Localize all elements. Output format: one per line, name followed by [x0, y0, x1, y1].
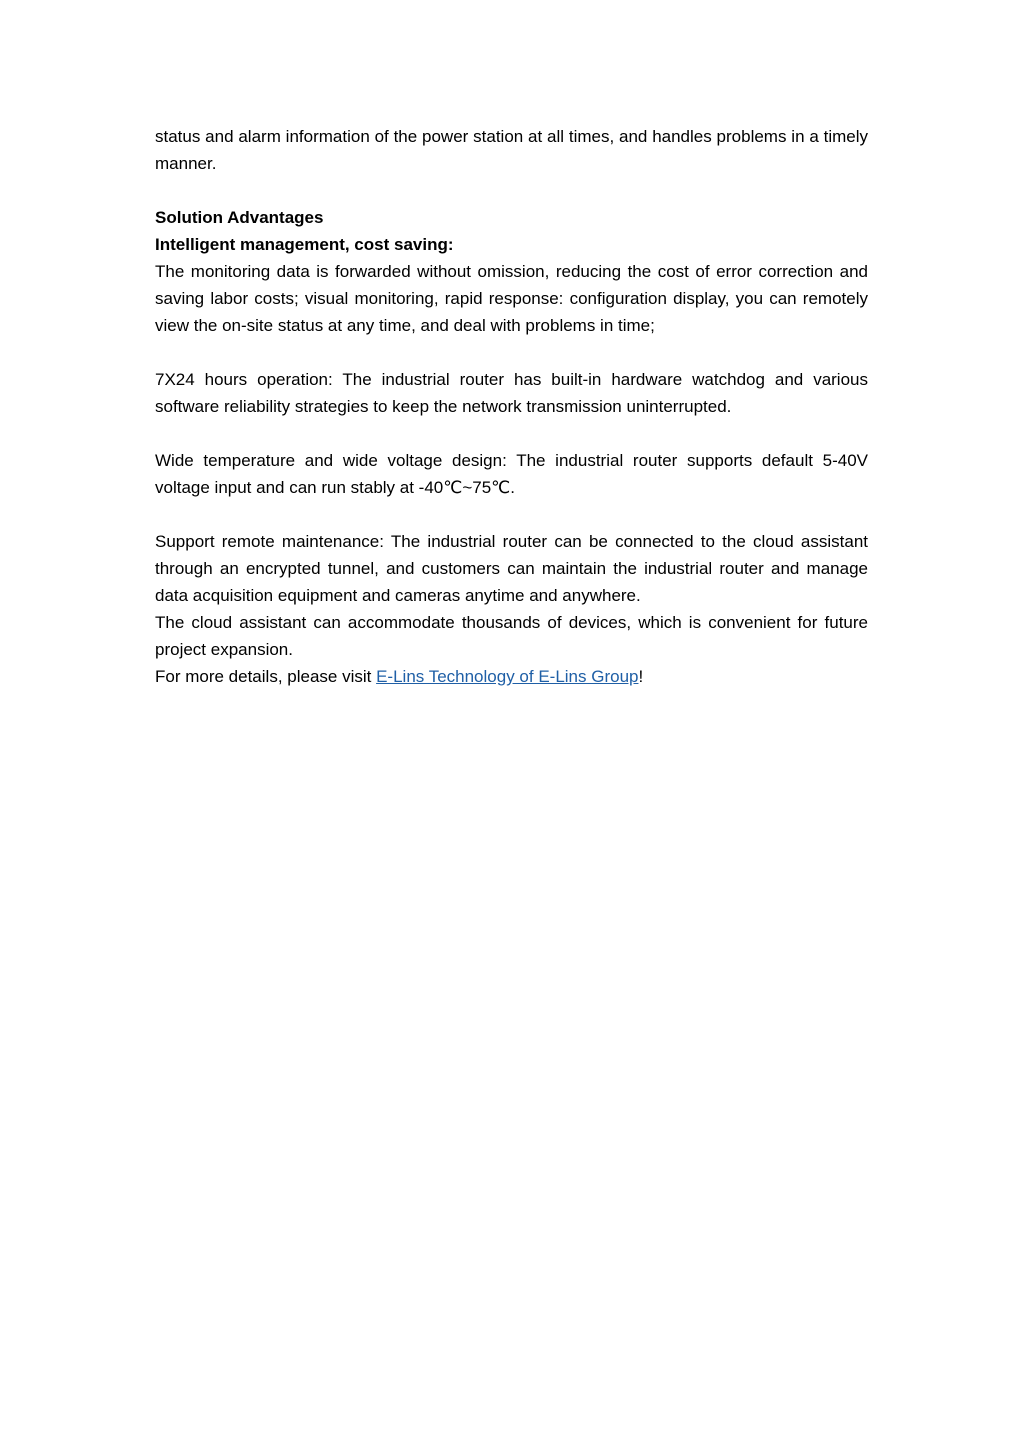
paragraph-monitoring: The monitoring data is forwarded without omission, reducing the cost of error correction and saving labor costs; visual monitoring, rapid response: configuration display, you can remotely view the on-site status at any time, and deal with problems in time; [155, 262, 868, 335]
elins-link[interactable]: E-Lins Technology of E-Lins Group [376, 667, 639, 686]
subheading: Intelligent management, cost saving: [155, 235, 454, 254]
more-details-prefix: For more details, please visit [155, 667, 377, 686]
intro-continuation: status and alarm information of the power station at all times, and handles problems in a timely manner. [155, 127, 868, 173]
section-heading: Solution Advantages [155, 208, 324, 227]
paragraph-gap [155, 339, 868, 366]
paragraph-cloud-assistant: The cloud assistant can accommodate thousands of devices, which is convenient for future project expansion. [155, 613, 868, 659]
paragraph-gap [155, 501, 868, 528]
document-page [155, 123, 868, 690]
paragraph-operation: 7X24 hours operation: The industrial router has built-in hardware watchdog and various software reliability strategies to keep the network transmission uninterrupted. [155, 370, 868, 416]
paragraph-gap [155, 177, 868, 204]
paragraph-temperature: Wide temperature and wide voltage design: The industrial router supports default 5-40V voltage input and can run stably at -40℃~75℃. [155, 451, 868, 497]
more-details-line [155, 663, 868, 690]
paragraph-remote-maintenance: Support remote maintenance: The industrial router can be connected to the cloud assistant through an encrypted tunnel, and customers can maintain the industrial router and manage data acquisition equipment and cameras anytime and anywhere. [155, 532, 868, 605]
more-details-suffix: ! [638, 667, 644, 686]
paragraph-gap [155, 420, 868, 447]
